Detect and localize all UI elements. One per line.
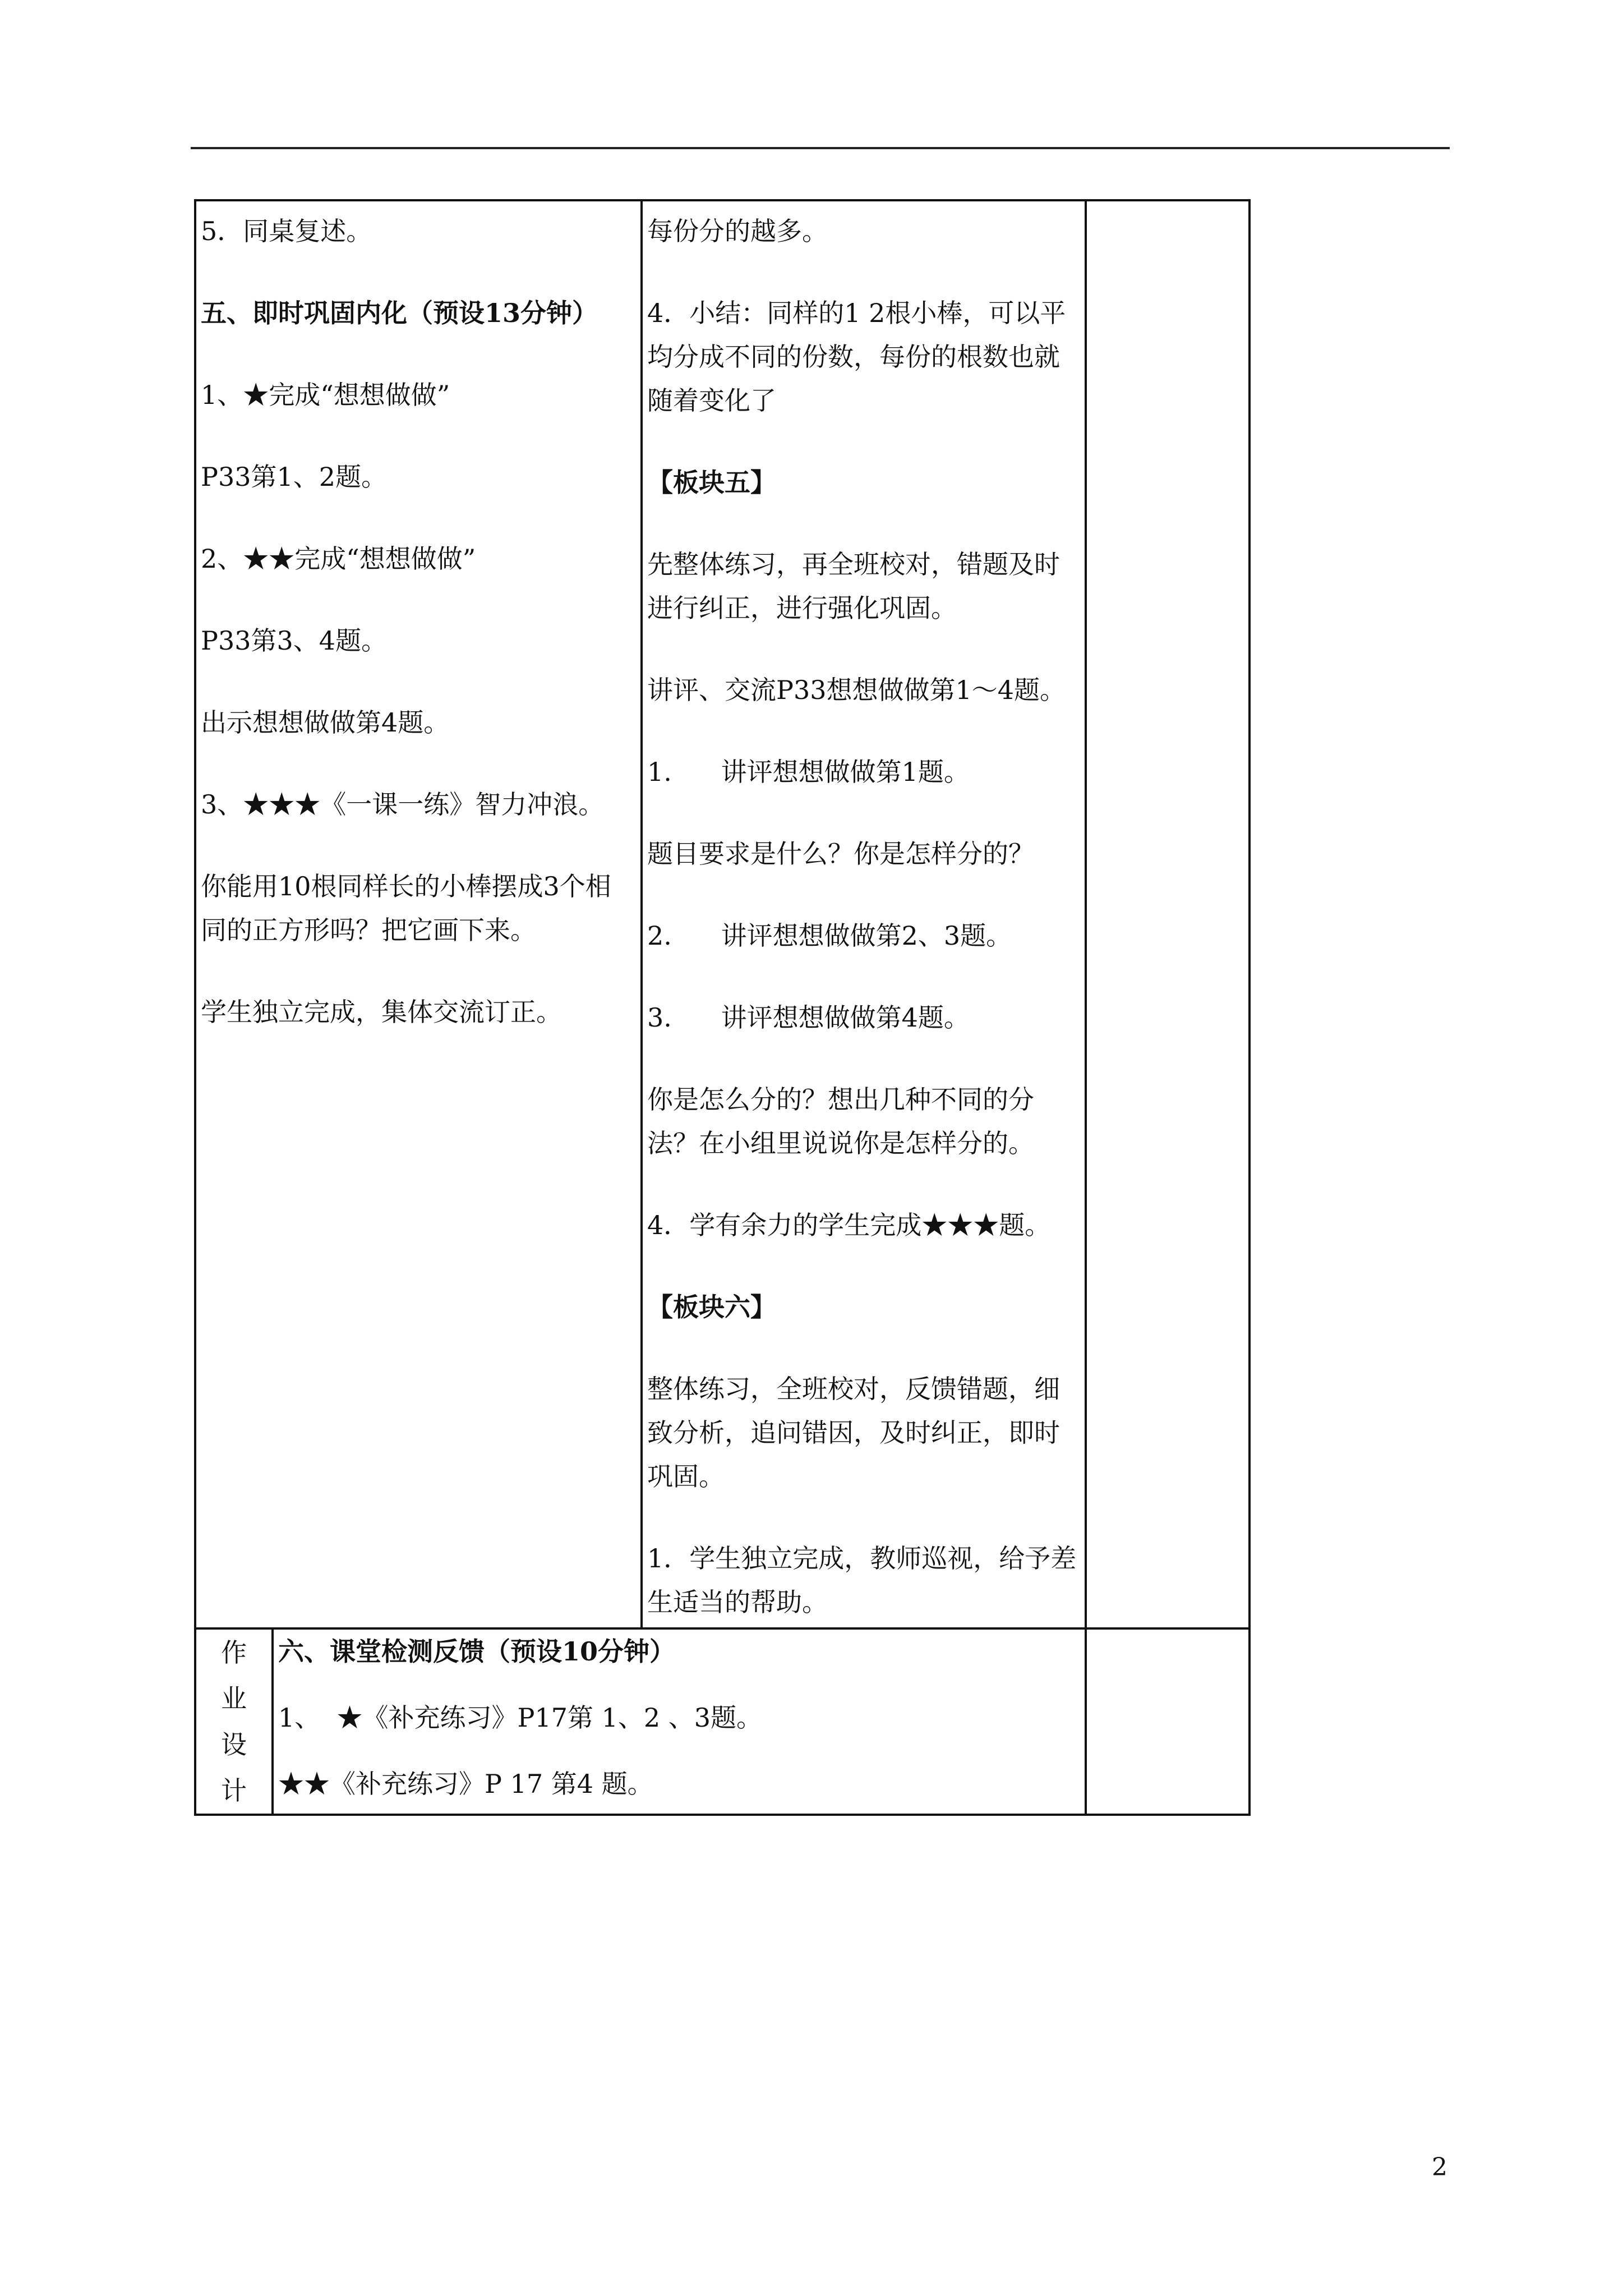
paragraph: 3. 讲评想想做做第4题。 (647, 1002, 970, 1033)
lesson-plan-table (194, 199, 1251, 1816)
paragraph: 五、即时巩固内化（预设13分钟） (201, 298, 598, 328)
paragraph: 你能用10根同样长的小棒摆成3个相同的正方形吗？把它画下来。 (201, 871, 611, 945)
paragraph: 你是怎么分的？想出几种不同的分法？在小组里说说你是怎样分的。 (647, 1084, 1034, 1158)
paragraph: 1、 ★《补充练习》P17第 1、2 、3题。 (278, 1703, 763, 1733)
paragraph: 【板块五】 (647, 467, 776, 498)
paragraph: 1、★完成“想想做做” (201, 380, 450, 410)
paragraph: 整体练习，全班校对，反馈错题，细致分析，追问错因，及时纠正，即时巩固。 (647, 1374, 1060, 1492)
paragraph: P33第3、4题。 (201, 625, 388, 656)
header-rule (191, 147, 1450, 149)
teaching-row (195, 200, 1249, 1628)
homework-label-cell (195, 1628, 273, 1815)
paragraph: 5．同桌复述。 (201, 216, 372, 246)
paragraph: 【板块六】 (647, 1292, 776, 1322)
homework-list (274, 1630, 1085, 1802)
paragraph: 4．小结：同样的1 2根小棒，可以平均分成不同的份数，每份的根数也就随着变化了 (647, 298, 1066, 416)
teaching-activity-cell (195, 200, 642, 1628)
paragraph: 出示想想做做第4题。 (201, 707, 450, 738)
homework-notes-cell (1086, 1628, 1249, 1815)
page-number: 2 (1432, 2153, 1447, 2182)
paragraph: P33第1、2题。 (201, 462, 388, 492)
paragraph: 2. 讲评想想做做第2、3题。 (647, 921, 1012, 951)
paragraph: 题目要求是什么？你是怎样分的？ (647, 839, 1034, 869)
notes-cell (1086, 200, 1249, 1628)
paragraph: 1. 讲评想想做做第1题。 (647, 757, 970, 787)
paragraph: 2、★★完成“想想做做” (201, 544, 476, 574)
paragraph: 讲评、交流P33想想做做第1～4题。 (647, 675, 1066, 705)
homework-label: 作业设计 (221, 1637, 247, 1806)
paragraph: 先整体练习，再全班校对，错题及时进行纠正，进行强化巩固。 (647, 549, 1060, 623)
design-intent-list (643, 201, 1085, 1624)
paragraph: 3、★★★《一课一练》智力冲浪。 (201, 789, 605, 820)
paragraph: ★★《补充练习》P 17 第4 题。 (278, 1769, 653, 1799)
paragraph: 1．学生独立完成，教师巡视，给予差生适当的帮助。 (647, 1543, 1077, 1617)
design-intent-cell (642, 200, 1086, 1628)
paragraph: 4．学有余力的学生完成★★★题。 (647, 1210, 1051, 1240)
paragraph: 六、课堂检测反馈（预设10分钟） (278, 1636, 676, 1667)
paragraph: 每份分的越多。 (647, 216, 828, 246)
paragraph: 学生独立完成，集体交流订正。 (201, 997, 562, 1027)
homework-row (195, 1628, 1249, 1815)
homework-content-cell (273, 1628, 1086, 1815)
teaching-activity-list (196, 201, 640, 1034)
